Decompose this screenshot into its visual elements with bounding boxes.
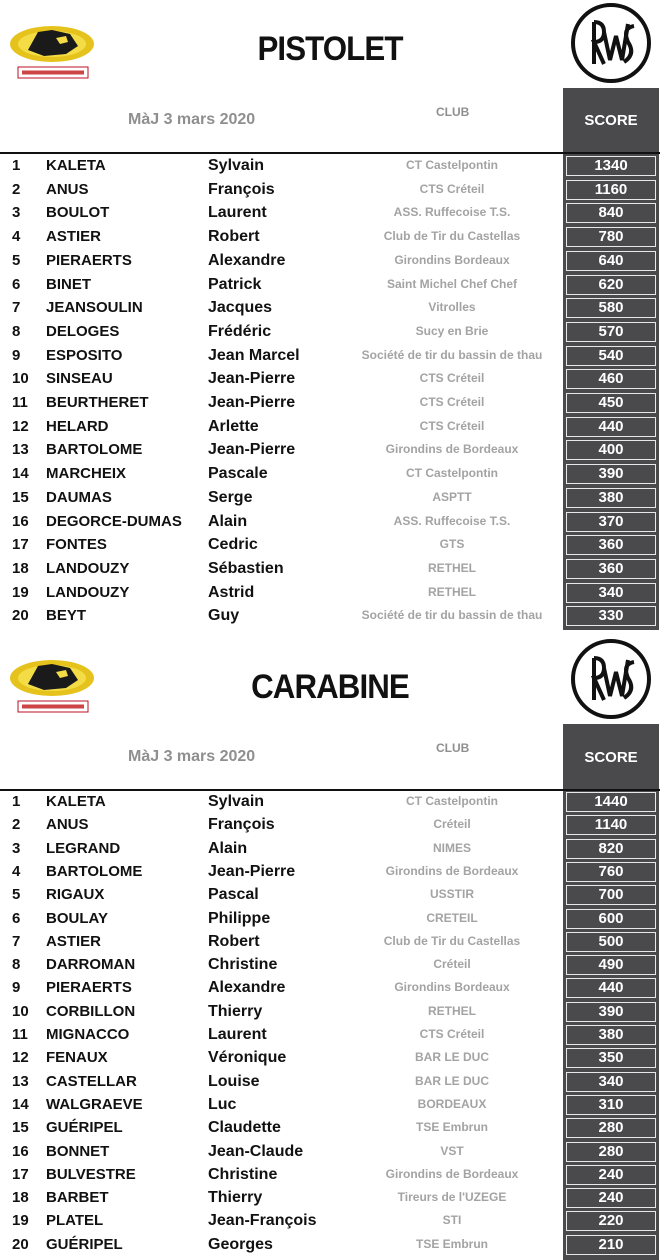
last-name-cell: ANUS <box>46 816 89 834</box>
club-cell: STI <box>442 1213 462 1228</box>
score-cell: 490 <box>598 956 624 974</box>
first-name-cell: Alexandre <box>208 251 286 269</box>
score-cell: 370 <box>598 512 624 530</box>
last-name-cell: HELARD <box>46 417 109 435</box>
score-cell: 390 <box>598 465 624 483</box>
last-name-cell: DELOGES <box>46 322 120 340</box>
score-cell: 390 <box>598 1002 624 1020</box>
rank-cell: 3 <box>12 204 21 222</box>
table-row <box>0 1046 660 1070</box>
club-cell: Girondins Bordeaux <box>394 980 510 995</box>
table-row <box>0 1163 660 1187</box>
club-cell: Créteil <box>433 957 471 972</box>
last-name-cell: MIGNACCO <box>46 1026 130 1043</box>
last-name-cell: BEYT <box>46 607 87 625</box>
score-cell: 330 <box>598 607 624 625</box>
last-name-cell: KALETA <box>46 793 106 810</box>
last-name-cell: BARTOLOME <box>46 862 143 880</box>
last-name-cell: ASTIER <box>46 932 102 950</box>
first-name-cell: Jean-Claude <box>208 1142 304 1160</box>
table-row <box>0 1186 660 1210</box>
table-row <box>0 249 660 273</box>
first-name-cell: Serge <box>208 488 253 506</box>
score-cell: 240 <box>598 1165 624 1183</box>
score-column-header: SCORE <box>584 749 638 766</box>
table-row <box>0 273 660 297</box>
score-cell: 380 <box>598 1026 624 1043</box>
club-cell: CTS Créteil <box>419 1027 485 1041</box>
rank-cell: 20 <box>12 1235 29 1253</box>
first-name-cell: Cedric <box>208 536 258 554</box>
last-name-cell: CASTELLAR <box>46 1072 137 1090</box>
table-row <box>0 1116 660 1140</box>
section-title: CARABINE <box>251 668 409 706</box>
first-name-cell: Jean-Pierre <box>208 394 296 411</box>
rank-cell: 19 <box>12 1212 29 1230</box>
first-name-cell: Luc <box>208 1095 237 1113</box>
rank-cell: 1 <box>12 793 21 810</box>
score-cell: 280 <box>598 1142 624 1160</box>
club-cell: CTS Créteil <box>419 181 485 196</box>
first-name-cell: Sylvain <box>208 793 265 810</box>
score-cell: 1440 <box>594 793 628 810</box>
last-name-cell: GUÉRIPEL <box>46 1119 123 1137</box>
club-cell: Club de Tir du Castellas <box>383 229 521 244</box>
club-cell: ASS. Ruffecoise T.S. <box>393 513 511 528</box>
rank-cell: 9 <box>12 979 21 997</box>
club-cell: CTS Créteil <box>419 418 485 433</box>
score-cell: 780 <box>598 228 624 246</box>
score-cell: 440 <box>598 417 624 435</box>
score-cell: 620 <box>598 275 624 293</box>
first-name-cell: Jean Marcel <box>208 346 300 364</box>
first-name-cell: Arlette <box>208 417 259 435</box>
rank-cell: 15 <box>12 488 29 506</box>
last-name-cell: LANDOUZY <box>46 583 130 601</box>
score-column-header: SCORE <box>584 112 638 129</box>
ranking-table-carabine <box>0 790 660 1260</box>
rank-cell: 12 <box>12 1049 29 1067</box>
first-name-cell: Alain <box>208 512 248 530</box>
table-row <box>0 367 660 391</box>
table-row <box>0 953 660 977</box>
club-cell: RETHEL <box>428 584 476 599</box>
last-name-cell: BEURTHERET <box>46 394 149 411</box>
club-cell: Club de Tir du Castellas <box>383 933 521 948</box>
last-name-cell: DEGORCE-DUMAS <box>46 512 182 530</box>
club-cell: USSTIR <box>429 887 475 902</box>
club-cell: BAR LE DUC <box>415 1073 489 1088</box>
rws-logo <box>570 638 652 720</box>
rank-cell: 6 <box>12 909 21 927</box>
club-cell: NIMES <box>432 840 472 855</box>
club-cell: BAR LE DUC <box>415 1050 489 1065</box>
club-cell: Girondins Bordeaux <box>394 252 510 267</box>
last-name-cell: LEGRAND <box>46 839 121 857</box>
club-cell: Girondins de Bordeaux <box>385 1166 519 1181</box>
table-row <box>0 1000 660 1024</box>
club-cell: RETHEL <box>428 560 476 575</box>
rank-cell: 17 <box>12 1165 29 1183</box>
rank-cell: 13 <box>12 441 29 459</box>
last-name-cell: ANUS <box>46 180 89 198</box>
club-cell: TSE Embrun <box>415 1236 489 1251</box>
club-cell: Sucy en Brie <box>415 323 489 338</box>
table-row <box>0 225 660 249</box>
first-name-cell: Frédéric <box>208 322 272 340</box>
table-row <box>0 907 660 931</box>
last-name-cell: PLATEL <box>46 1212 104 1230</box>
table-row <box>0 1093 660 1117</box>
rank-cell: 8 <box>12 956 21 974</box>
last-name-cell: JEANSOULIN <box>46 299 143 317</box>
first-name-cell: François <box>208 180 275 198</box>
score-cell: 350 <box>598 1049 624 1067</box>
rank-cell: 6 <box>12 275 21 293</box>
rws-logo <box>570 2 652 84</box>
score-cell: 280 <box>598 1119 624 1137</box>
rank-cell: 10 <box>12 370 29 388</box>
last-name-cell: DAUMAS <box>46 488 112 506</box>
table-row <box>0 813 660 837</box>
score-cell: 840 <box>598 204 624 222</box>
first-name-cell: Laurent <box>208 204 267 222</box>
club-cell: Créteil <box>433 817 471 832</box>
score-cell: 500 <box>598 932 624 950</box>
table-row <box>0 296 660 320</box>
score-cell: 580 <box>598 299 624 317</box>
last-name-cell: BARTOLOME <box>46 441 143 459</box>
club-cell: ASPTT <box>432 489 472 504</box>
score-cell: 360 <box>598 536 624 554</box>
rank-cell: 16 <box>12 512 29 530</box>
last-name-cell: GUÉRIPEL <box>46 1235 123 1253</box>
table-row <box>0 604 660 628</box>
table-row <box>0 930 660 954</box>
first-name-cell: Philippe <box>208 909 271 927</box>
club-cell: CT Castelpontin <box>406 158 498 172</box>
club-cell: Société de tir du bassin de thau <box>361 608 543 623</box>
table-row <box>0 391 660 415</box>
rank-cell: 2 <box>12 180 21 198</box>
first-name-cell: Alain <box>208 839 248 857</box>
score-cell: 310 <box>598 1095 624 1113</box>
club-cell: Tireurs de l'UZEGE <box>397 1190 507 1205</box>
rank-cell: 20 <box>12 607 29 625</box>
rank-cell: 11 <box>12 1026 28 1043</box>
first-name-cell: Thierry <box>208 1189 263 1207</box>
last-name-cell: FONTES <box>46 536 107 554</box>
table-row <box>0 1070 660 1094</box>
rank-cell: 18 <box>12 559 29 577</box>
rank-cell: 16 <box>12 1142 29 1160</box>
rank-cell: 5 <box>12 251 21 269</box>
last-name-cell: SINSEAU <box>46 370 113 388</box>
score-cell: 210 <box>598 1235 624 1253</box>
score-cell: 400 <box>598 441 624 459</box>
ranking-table-pistolet <box>0 154 660 630</box>
score-cell: 440 <box>598 979 624 997</box>
score-cell: 450 <box>598 394 624 411</box>
score-cell: 380 <box>598 488 624 506</box>
first-name-cell: Véronique <box>208 1049 287 1067</box>
rank-cell: 10 <box>12 1002 29 1020</box>
first-name-cell: Christine <box>208 956 278 974</box>
score-cell: 240 <box>598 1189 624 1207</box>
first-name-cell: Robert <box>208 228 260 246</box>
table-row <box>0 510 660 534</box>
rank-cell: 12 <box>12 417 29 435</box>
score-cell: 1160 <box>594 180 628 198</box>
rank-cell: 19 <box>12 583 29 601</box>
table-row <box>0 178 660 202</box>
score-cell: 640 <box>598 251 624 269</box>
table-row <box>0 883 660 907</box>
club-column-header: CLUB <box>436 105 470 119</box>
score-cell: 340 <box>598 1072 624 1090</box>
club-cell: CRETEIL <box>426 910 478 925</box>
last-name-cell: BONNET <box>46 1142 110 1160</box>
last-name-cell: MARCHEIX <box>46 465 127 483</box>
last-name-cell: WALGRAEVE <box>46 1095 143 1113</box>
rank-cell: 14 <box>12 1095 29 1113</box>
score-cell: 460 <box>598 370 624 388</box>
rank-cell: 4 <box>12 228 21 246</box>
first-name-cell: Jean-Pierre <box>208 862 296 880</box>
club-cell: RETHEL <box>428 1003 476 1018</box>
table-row <box>0 154 660 178</box>
club-cell: GTS <box>439 537 465 552</box>
first-name-cell: Thierry <box>208 1002 263 1020</box>
first-name-cell: Jean-Pierre <box>208 370 296 388</box>
club-cell: Girondins de Bordeaux <box>385 442 519 457</box>
table-row <box>0 438 660 462</box>
table-row <box>0 581 660 605</box>
table-row <box>0 415 660 439</box>
table-row <box>0 557 660 581</box>
table-row <box>0 201 660 225</box>
last-name-cell: DARROMAN <box>46 956 136 974</box>
last-name-cell: PIERAERTS <box>46 251 132 269</box>
table-row <box>0 1209 660 1233</box>
last-name-cell: BULVESTRE <box>46 1165 136 1183</box>
club-cell: Vitrolles <box>428 300 476 315</box>
table-row <box>0 860 660 884</box>
club-cell: CT Castelpontin <box>406 466 498 481</box>
first-name-cell: Robert <box>208 932 260 950</box>
first-name-cell: Georges <box>208 1235 273 1253</box>
last-name-cell: BINET <box>46 275 91 293</box>
last-name-cell: BOULAY <box>46 909 108 927</box>
rank-cell: 1 <box>12 157 21 174</box>
first-name-cell: Laurent <box>208 1026 267 1043</box>
rank-cell: 18 <box>12 1189 29 1207</box>
club-cell: VST <box>440 1143 464 1158</box>
table-row <box>0 462 660 486</box>
rank-cell: 17 <box>12 536 29 554</box>
first-name-cell: Jean-François <box>208 1212 317 1230</box>
last-name-cell: RIGAUX <box>46 886 105 904</box>
score-cell: 820 <box>598 839 624 857</box>
club-cell: ASS. Ruffecoise T.S. <box>393 205 511 220</box>
rank-cell: 14 <box>12 465 29 483</box>
club-cell: Saint Michel Chef Chef <box>386 276 518 291</box>
first-name-cell: Sylvain <box>208 157 265 174</box>
first-name-cell: Astrid <box>208 583 255 601</box>
table-row <box>0 837 660 861</box>
score-cell: 700 <box>598 886 624 904</box>
rank-cell: 7 <box>12 299 21 317</box>
table-row <box>0 1140 660 1164</box>
club-cell: Girondins de Bordeaux <box>385 863 519 878</box>
score-cell: 760 <box>598 862 624 880</box>
club-cell: CT Castelpontin <box>406 794 498 808</box>
last-name-cell: FENAUX <box>46 1049 108 1067</box>
first-name-cell: Louise <box>208 1072 260 1090</box>
section-carabine <box>0 632 660 1260</box>
score-cell: 360 <box>598 559 624 577</box>
rank-cell: 11 <box>12 394 28 411</box>
table-row <box>0 486 660 510</box>
table-row <box>0 1023 660 1047</box>
table-row <box>0 1233 660 1257</box>
last-name-cell: ASTIER <box>46 228 102 246</box>
rank-cell: 7 <box>12 932 21 950</box>
club-cell: BORDEAUX <box>417 1096 487 1111</box>
table-row <box>0 320 660 344</box>
first-name-cell: François <box>208 816 275 834</box>
last-name-cell: KALETA <box>46 157 106 174</box>
rank-cell: 13 <box>12 1072 29 1090</box>
club-cell: CTS Créteil <box>419 395 485 409</box>
club-column-header: CLUB <box>436 741 470 755</box>
score-cell: 1140 <box>594 816 628 834</box>
table-row <box>0 344 660 368</box>
last-name-cell: BARBET <box>46 1189 109 1207</box>
first-name-cell: Jean-Pierre <box>208 441 296 459</box>
table-row <box>0 533 660 557</box>
club-cell: Société de tir du bassin de thau <box>361 347 543 362</box>
last-name-cell: CORBILLON <box>46 1002 136 1020</box>
table-row <box>0 976 660 1000</box>
score-cell: 220 <box>598 1212 624 1230</box>
first-name-cell: Pascal <box>208 886 259 904</box>
first-name-cell: Sébastien <box>208 559 284 577</box>
score-cell: 570 <box>598 322 624 340</box>
score-cell: 1340 <box>594 157 628 174</box>
first-name-cell: Alexandre <box>208 979 286 997</box>
rank-cell: 4 <box>12 862 21 880</box>
table-row <box>0 790 660 814</box>
first-name-cell: Pascale <box>208 465 268 483</box>
score-cell: 600 <box>598 909 624 927</box>
rank-cell: 2 <box>12 816 21 834</box>
score-cell: 340 <box>598 583 624 601</box>
score-cell: 540 <box>598 346 624 364</box>
last-name-cell: ESPOSITO <box>46 346 123 364</box>
first-name-cell: Christine <box>208 1165 278 1183</box>
rank-cell: 9 <box>12 346 21 364</box>
section-title: PISTOLET <box>257 30 403 68</box>
rank-cell: 3 <box>12 839 21 857</box>
first-name-cell: Jacques <box>208 299 273 317</box>
club-cell: CTS Créteil <box>419 371 485 386</box>
club-cell: TSE Embrun <box>415 1120 489 1135</box>
rank-cell: 8 <box>12 322 21 340</box>
first-name-cell: Patrick <box>208 275 262 293</box>
last-name-cell: LANDOUZY <box>46 559 130 577</box>
rank-cell: 5 <box>12 886 21 904</box>
last-name-cell: PIERAERTS <box>46 979 132 997</box>
first-name-cell: Claudette <box>208 1119 281 1137</box>
update-date: MàJ 3 mars 2020 <box>128 748 256 765</box>
last-name-cell: BOULOT <box>46 204 110 222</box>
first-name-cell: Guy <box>208 607 240 625</box>
update-date: MàJ 3 mars 2020 <box>128 111 256 128</box>
rank-cell: 15 <box>12 1119 29 1137</box>
